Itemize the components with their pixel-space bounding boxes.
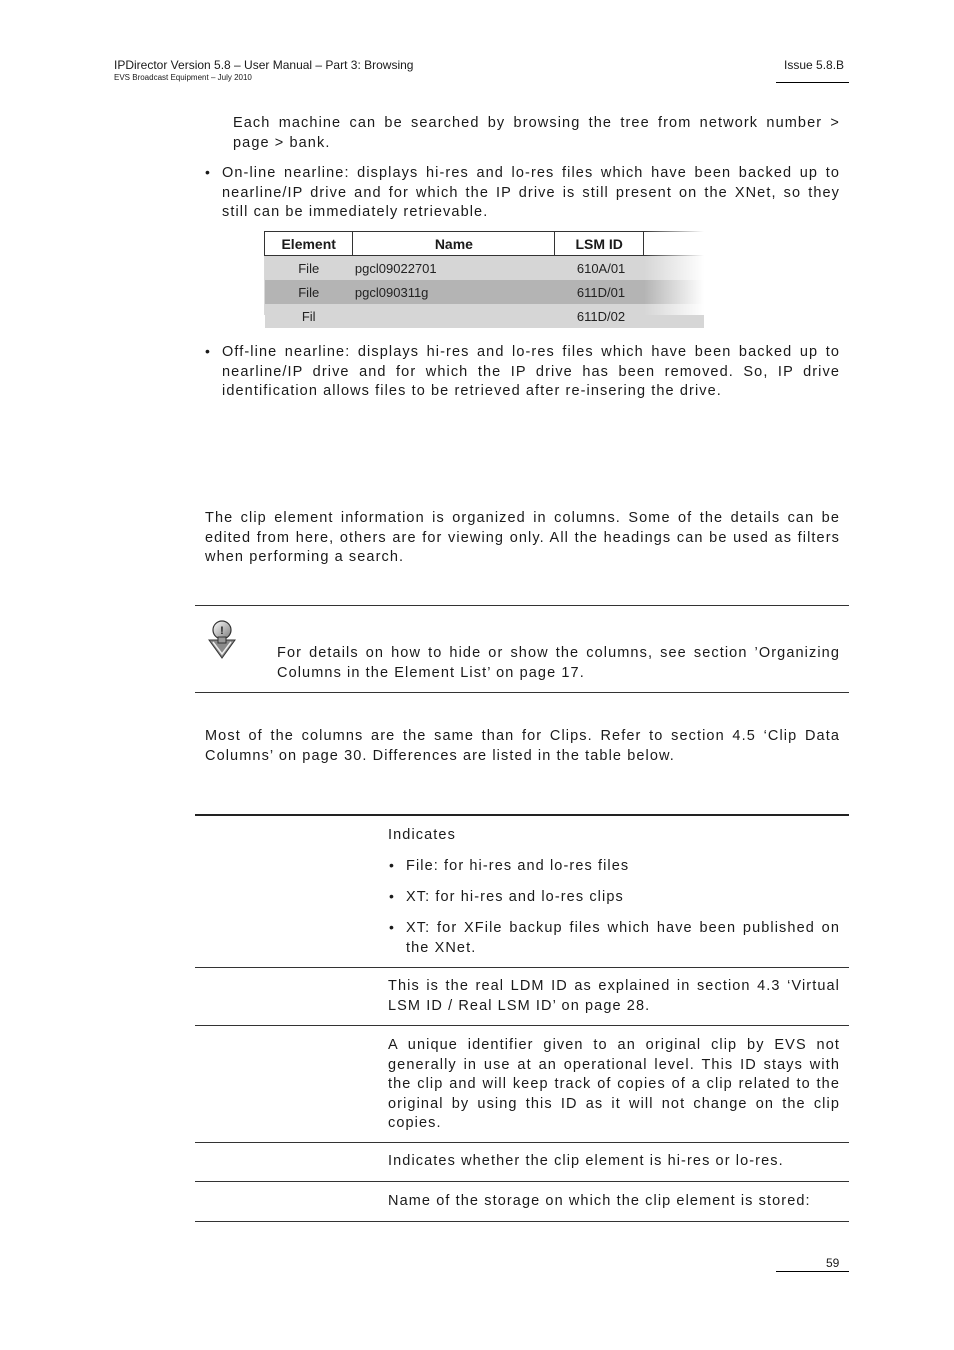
note-icon: [205, 618, 239, 660]
grid-cell-lsm: 611D/01: [576, 284, 626, 300]
table-row-divider: [195, 967, 849, 968]
table-row-divider: [195, 1181, 849, 1182]
grid-cell-element: Fil: [301, 308, 316, 324]
bullet-offline-nearline: Off-line nearline: displays hi-res and lo-res files which have been backed up to nearline/IP drive and for which the IP drive has been removed. So, IP drive identification allows files to be retrieved after re-insering the drive.: [222, 344, 840, 399]
header-issue: Issue 5.8.B: [784, 58, 845, 72]
bullet-online-nearline: On-line nearline: displays hi-res and lo-res files which have been backed up to nearline/IP drive and for which the IP drive is still present on the XNet, so they still can be immediately retrievable.: [222, 165, 840, 220]
row1-bullet: File: for hi-res and lo-res files: [406, 858, 630, 874]
intro-paragraph: Each machine can be searched by browsing the tree from network number > page > bank.: [233, 115, 840, 151]
table-top-rule: [195, 814, 849, 816]
grid-cell-name: pgcl090311g: [354, 284, 429, 300]
svg-text:!: !: [220, 625, 224, 637]
row1-intro: Indicates: [388, 827, 456, 843]
table-bottom-rule: [195, 1221, 849, 1222]
same-columns-paragraph: Most of the columns are the same than for Clips. Refer to section 4.5 ‘Clip Data Columns’ on page 30. Differences are listed in the table below.: [205, 728, 840, 764]
note-top-rule: [195, 605, 849, 606]
page-number: 59: [826, 1256, 840, 1270]
grid-row: [265, 256, 705, 281]
element-grid-screenshot: [264, 231, 704, 324]
bullet-dot: •: [205, 343, 210, 359]
grid-header-lsm-id: LSM ID: [555, 232, 644, 256]
bullet-dot: •: [389, 888, 394, 904]
row2-text: This is the real LDM ID as explained in section 4.3 ‘Virtual LSM ID / Real LSM ID’ on page 28.: [388, 978, 840, 1014]
grid-header-element: Element: [265, 232, 353, 256]
grid-cell-lsm: 610A/01: [576, 260, 626, 276]
row4-text: Indicates whether the clip element is hi-res or lo-res.: [388, 1153, 784, 1169]
note-bottom-rule: [195, 692, 849, 693]
row1-bullet: XT: for XFile backup files which have been published on the XNet.: [406, 920, 840, 956]
bullet-dot: •: [389, 857, 394, 873]
header-rule: [776, 82, 849, 83]
grid-cell-name: [353, 304, 555, 328]
table-row-divider: [195, 1025, 849, 1026]
grid-header-name: Name: [353, 232, 555, 256]
grid-row: [265, 304, 705, 328]
row5-text: Name of the storage on which the clip element is stored:: [388, 1193, 811, 1209]
grid-cell-element: File: [298, 260, 320, 276]
bullet-dot: •: [389, 919, 394, 935]
footer-rule: [776, 1271, 849, 1272]
note-text: For details on how to hide or show the columns, see section ’Organizing Columns in the Element List’ on page 17.: [277, 645, 840, 681]
row3-text: A unique identifier given to an original clip by EVS not generally in use at an operational level. This ID stays with the clip and will keep track of copies of a clip related to the original by using this ID as it will not change on the clip copies.: [388, 1037, 840, 1131]
columns-paragraph: The clip element information is organized in columns. Some of the details can be edited from here, others are for viewing only. All the headings can be used as filters when performing a search.: [205, 510, 840, 565]
grid-cell-name: pgcl09022701: [354, 260, 437, 276]
grid-cell-element: File: [298, 284, 320, 300]
bullet-dot: •: [205, 164, 210, 180]
header-subtitle: EVS Broadcast Equipment – July 2010: [114, 73, 252, 82]
grid-cell-lsm: 611D/02: [576, 308, 626, 324]
grid-row: [265, 280, 705, 304]
header-title: IPDirector Version 5.8 – User Manual – Part 3: Browsing: [114, 58, 414, 72]
table-row-divider: [195, 1142, 849, 1143]
row1-bullet: XT: for hi-res and lo-res clips: [406, 889, 624, 905]
screenshot-fade: [644, 231, 704, 315]
